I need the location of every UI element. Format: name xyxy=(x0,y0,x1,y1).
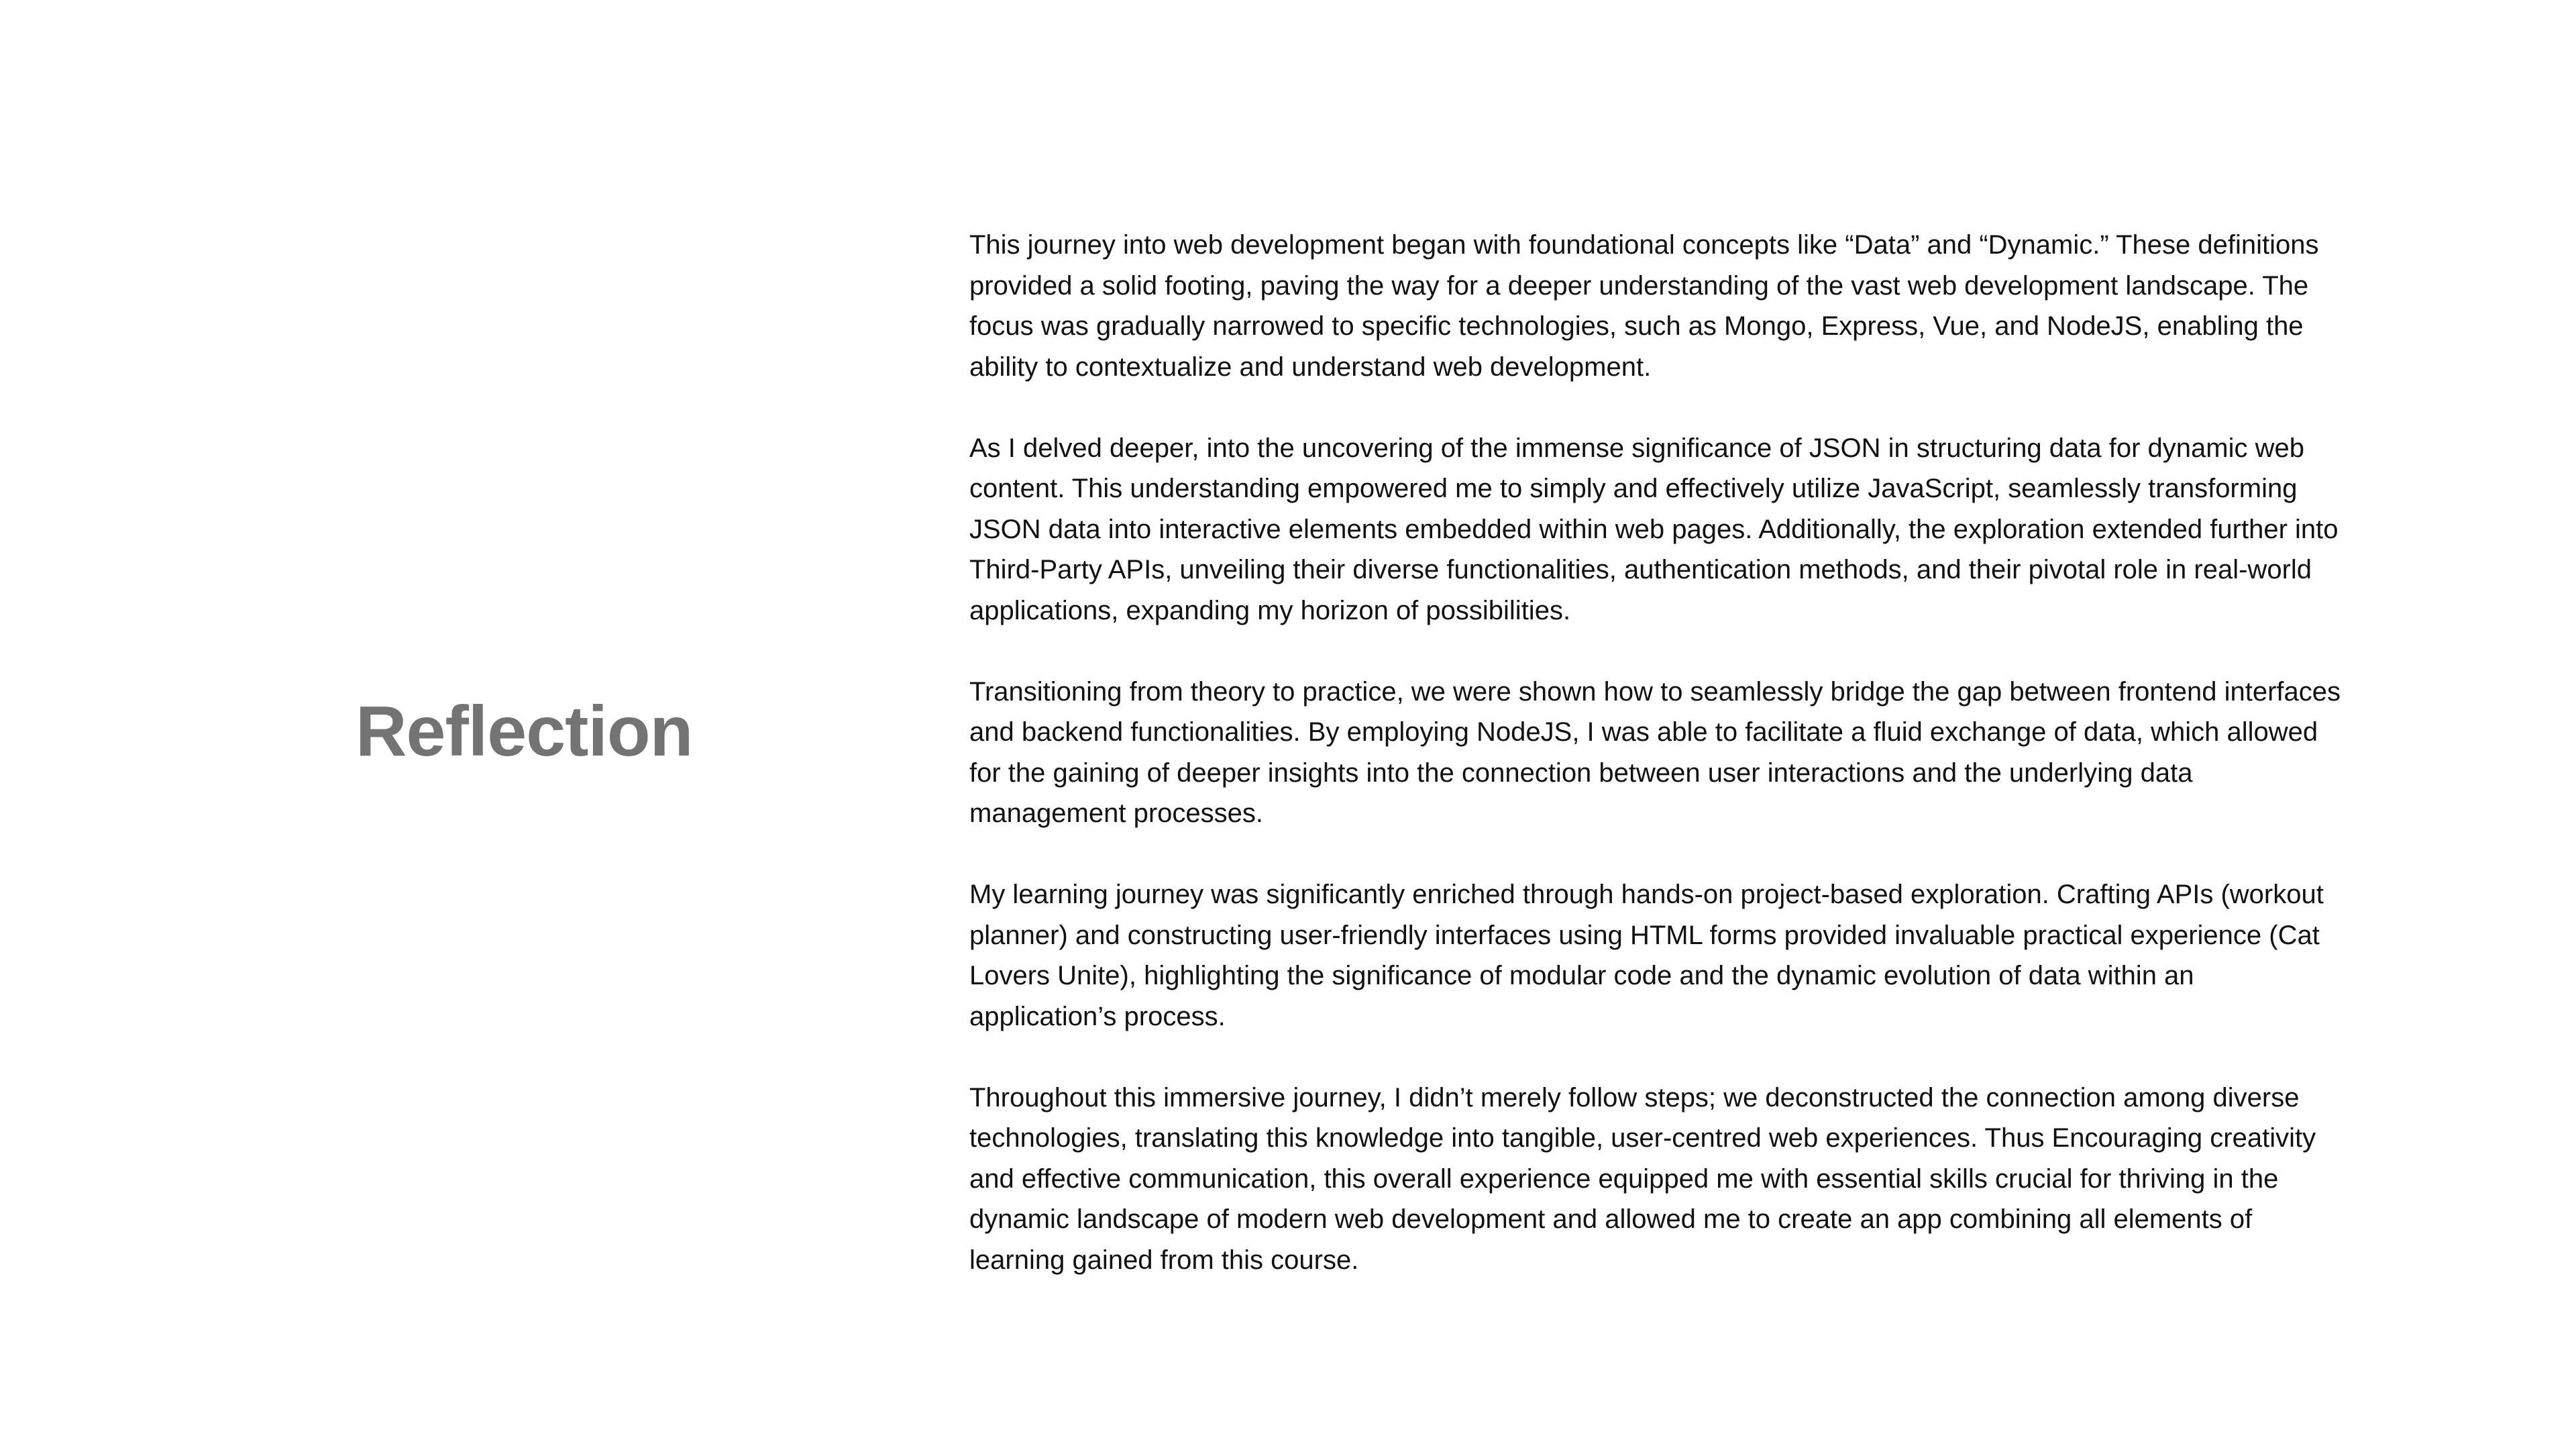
reflection-body xyxy=(969,225,2345,1280)
paragraph-4: My learning journey was significantly enriched through hands-on project-based exploration. Crafting APIs (workout planner) and constructing user-friendly interfaces using HTML forms provided invaluable practical experience (Cat Lovers Unite), highlighting the significance of modular code and the dynamic evolution of data within an application’s process. xyxy=(969,880,2324,1031)
paragraph-3: Transitioning from theory to practice, we were shown how to seamlessly bridge the gap between frontend interfaces and backend functionalities. By employing NodeJS, I was able to facilitate a fluid exchange of data, which allowed for the gaining of deeper insights into the connection between user interactions and the underlying data management processes. xyxy=(969,676,2341,828)
paragraph-2: As I delved deeper, into the uncovering of the immense significance of JSON in structuring data for dynamic web content. This understanding empowered me to simply and effectively utilize JavaScript, seamlessly transforming JSON data into interactive elements embedded within web pages. Additionally, the exploration extended further into Third-Party APIs, unveiling their diverse functionalities, authentication methods, and their pivotal role in real-world applications, expanding my horizon of possibilities. xyxy=(969,433,2339,625)
paragraph-5: Throughout this immersive journey, I didn’t merely follow steps; we deconstructed the connection among diverse technologies, translating this knowledge into tangible, user-centred web experiences. Thus Encouraging creativity and effective communication, this overall experience equipped me with essential skills crucial for thriving in the dynamic landscape of modern web development and allowed me to create an app combining all elements of learning gained from this course. xyxy=(969,1082,2316,1275)
slide-title: Reflection xyxy=(356,692,693,771)
paragraph-1: This journey into web development began with foundational concepts like “Data” and “Dynamic.” These definitions provided a solid footing, paving the way for a deeper understanding of the vast web development landscape. The focus was gradually narrowed to specific technologies, such as Mongo, Express, Vue, and NodeJS, enabling the ability to contextualize and understand web development. xyxy=(969,230,2319,382)
